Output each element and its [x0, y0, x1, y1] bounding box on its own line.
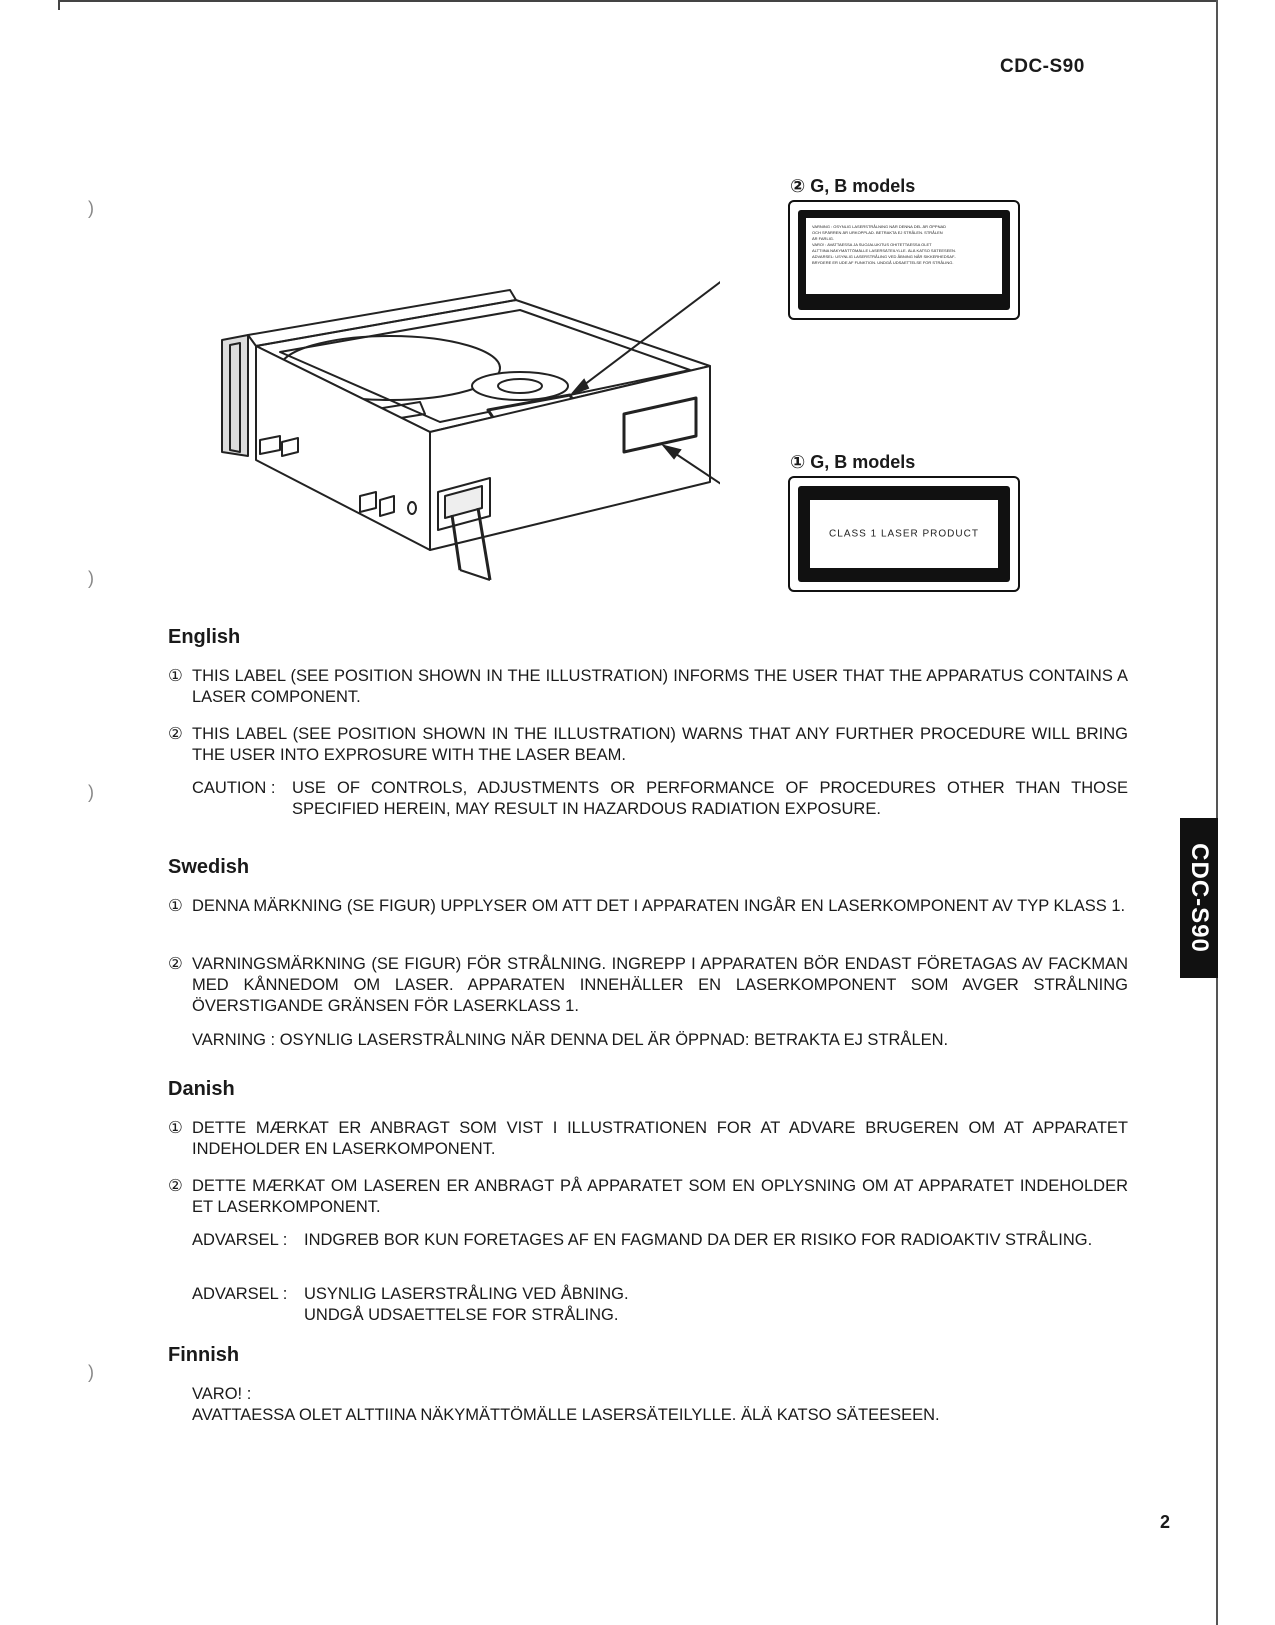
danish-advarsel-2: ADVARSEL : USYNLIG LASERSTRÅLING VED ÅBNING. UNDGÅ UDSAETTELSE FOR STRÅLING.	[192, 1285, 629, 1324]
warning-label-2	[788, 200, 1020, 320]
hole-mark: )	[88, 1362, 94, 1382]
top-rule-tick	[58, 0, 60, 10]
label1-caption: ① G, B models	[790, 452, 916, 472]
english-item-2: ② THIS LABEL (SEE POSITION SHOWN IN THE ILLUSTRATION) WARNS THAT ANY FURTHER PROCEDURE WILL BRING THE USER INTO EXPROSURE WITH THE LASER BEAM.	[168, 725, 1128, 764]
english-caution: CAUTION : USE OF CONTROLS, ADJUSTMENTS OR PERFORMANCE OF PROCEDURES OTHER THAN THOSE SPECIFIED HEREIN, MAY RESULT IN HAZARDOUS RADIATION EXPOSURE.	[192, 779, 1128, 818]
side-tab: CDC-S90	[1180, 818, 1218, 978]
laser-label-illustration	[220, 170, 720, 590]
page-number: 2	[1160, 1512, 1171, 1532]
danish-advarsel-1: ADVARSEL : INDGREB BOR KUN FORETAGES AF EN FAGMAND DA DER ER RISIKO FOR RADIOAKTIV STRÅLING.	[192, 1231, 1093, 1249]
hole-mark: )	[88, 198, 94, 218]
finnish-varo: VARO! : AVATTAESSA OLET ALTTIINA NÄKYMÄTTÖMÄLLE LASERSÄTEILYLLE. ÄLÄ KATSO SÄTEESEEN.	[192, 1385, 940, 1424]
label2-caption: ② G, B models	[790, 176, 916, 196]
heading-swedish: Swedish	[168, 856, 250, 878]
class1-label	[788, 476, 1020, 592]
heading-english: English	[168, 626, 241, 648]
top-rule	[58, 0, 1218, 2]
heading-danish: Danish	[168, 1078, 235, 1100]
class1-label-text: CLASS 1 LASER PRODUCT	[829, 528, 979, 540]
swedish-warning: VARNING : OSYNLIG LASERSTRÅLNING NÄR DENNA DEL ÄR ÖPPNAD: BETRAKTA EJ STRÅLEN.	[192, 1031, 949, 1049]
hole-mark: )	[88, 782, 94, 802]
english-item-1: ① THIS LABEL (SEE POSITION SHOWN IN THE ILLUSTRATION) INFORMS THE USER THAT THE APPARATUS CONTAINS A LASER COMPONENT.	[168, 667, 1128, 706]
model-header: CDC-S90	[1000, 56, 1085, 77]
label2-text: VARNING : OSYNLIG LASERSTRÅLNING NÄR DENNA DEL ÄR ÖPPNAD OCH SPÄRREN ÄR URKOPPLAD. BETRAKTA EJ STRÅLEN. STRÅLEN ÄR FARLIG. VARO! : AVATTAESSA JA SUOJALUKITUS OHITETTAESSA OLET ALTTIINA NÄKYMÄTTÖMÄLLE LASERSÄTEILYLLE. ÄLÄ KATSO SÄTEESEEN. ADVARSEL: USYNLIG LASERSTRÅLING VED ÅBNING NÅR SIKKERHEDSAF- BRYDERE ER UDE AF FUNKTION. UNDGÅ UDSAETTELSE FOR STRÅLING.	[812, 224, 957, 265]
heading-finnish: Finnish	[168, 1344, 240, 1366]
hole-mark: )	[88, 568, 94, 588]
right-rule	[1216, 0, 1218, 1625]
swedish-item-1: ① DENNA MÄRKNING (SE FIGUR) UPPLYSER OM ATT DET I APPARATEN INGÅR EN LASERKOMPONENT AV TYP KLASS 1.	[168, 897, 1126, 915]
danish-item-2: ② DETTE MÆRKAT OM LASEREN ER ANBRAGT PÅ APPARATET SOM EN OPLYSNING OM AT APPARATET INDEHOLDER ET LASERKOMPONENT.	[168, 1177, 1128, 1216]
danish-item-1: ① DETTE MÆRKAT ER ANBRAGT SOM VIST I ILLUSTRATIONEN FOR AT ADVARE BRUGEREN OM AT APPARATET INDEHOLDER EN LASERKOMPONENT.	[168, 1119, 1128, 1158]
swedish-item-2: ② VARNINGSMÄRKNING (SE FIGUR) FÖR STRÅLNING. INGREPP I APPARATEN BÖR ENDAST FÖRETAGAS AV FACKMAN MED KÅNNEDOM OM LASER. APPARATEN INNEHÄLLER EN LASERKOMPONENT SOM AVGER STRÅLNING ÖVERSTIGANDE GRÄNSEN FÖR LASERKLASS 1.	[168, 955, 1128, 1015]
